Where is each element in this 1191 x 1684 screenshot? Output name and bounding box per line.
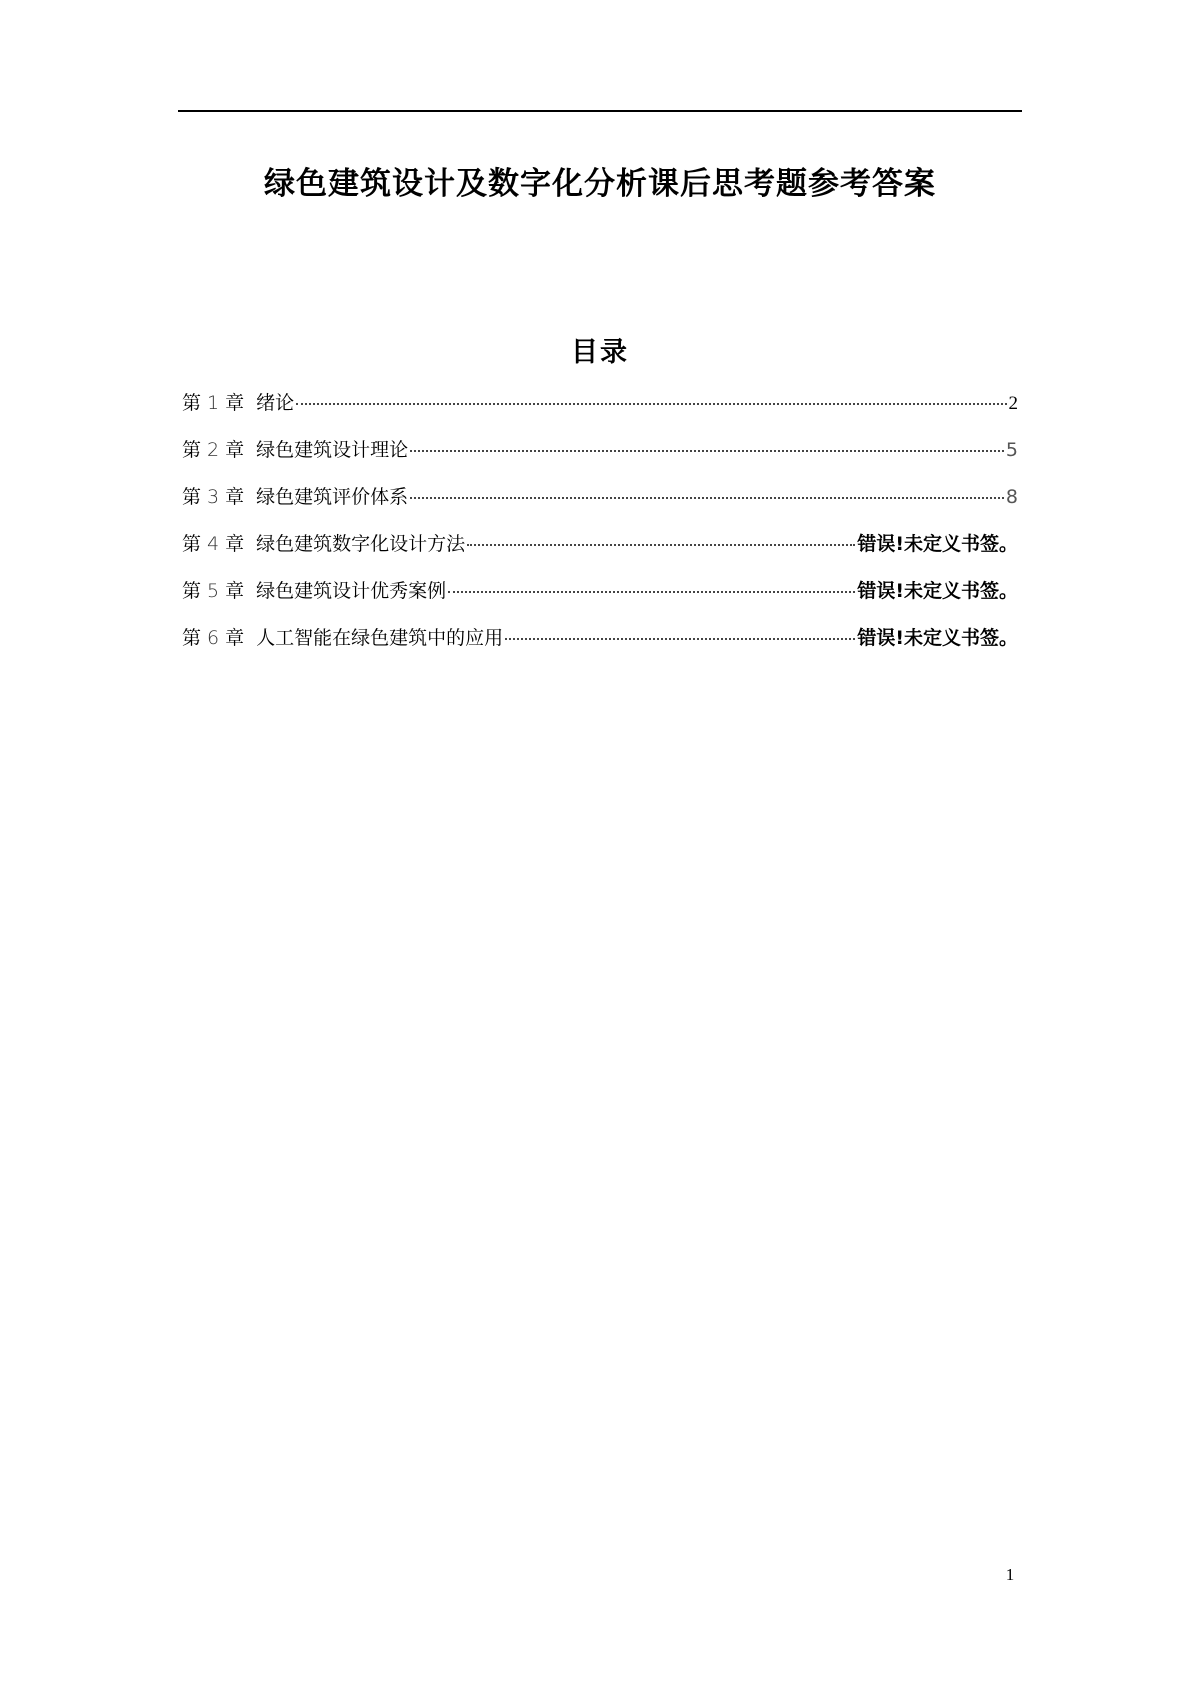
toc-entry-1[interactable] [182, 388, 1018, 435]
toc-entry-label: 第 3 章 绿色建筑评价体系 [182, 486, 409, 508]
toc-dot-leader [448, 591, 855, 593]
toc-dot-leader [467, 544, 855, 546]
document-title: 绿色建筑设计及数字化分析课后思考题参考答案 [264, 166, 936, 202]
toc-entry-title: 绿色建筑数字化设计方法 [256, 533, 466, 555]
toc-entry-title: 绿色建筑评价体系 [256, 486, 409, 508]
toc-dot-leader [296, 403, 1006, 405]
toc-entry-label: 第 1 章 绪论 [182, 392, 295, 414]
toc-entry-page: 8 [1005, 486, 1018, 508]
toc-heading: 目录 [571, 337, 629, 368]
table-of-contents [182, 388, 1018, 670]
header-rule [178, 110, 1022, 112]
toc-entry-6[interactable] [182, 623, 1018, 670]
toc-entry-title: 绿色建筑设计优秀案例 [256, 580, 447, 602]
toc-entry-page-error: 错误!未定义书签。 [857, 627, 1018, 649]
toc-entry-label: 第 4 章 绿色建筑数字化设计方法 [182, 533, 466, 555]
toc-entry-label: 第 2 章 绿色建筑设计理论 [182, 439, 409, 461]
toc-entry-title: 人工智能在绿色建筑中的应用 [256, 627, 504, 649]
toc-entry-page-error: 错误!未定义书签。 [857, 580, 1018, 602]
toc-dot-leader [410, 450, 1004, 452]
toc-entry-label: 第 5 章 绿色建筑设计优秀案例 [182, 580, 447, 602]
toc-entry-title: 绿色建筑设计理论 [256, 439, 409, 461]
toc-entry-2[interactable] [182, 435, 1018, 482]
toc-entry-page: 5 [1005, 439, 1018, 461]
toc-entry-title: 绪论 [256, 392, 295, 414]
toc-entry-3[interactable] [182, 482, 1018, 529]
toc-entry-page: 2 [1008, 393, 1018, 414]
page-number: 1 [1005, 1565, 1015, 1584]
toc-entry-label: 第 6 章 人工智能在绿色建筑中的应用 [182, 627, 504, 649]
toc-entry-4[interactable] [182, 529, 1018, 576]
toc-dot-leader [410, 497, 1004, 499]
toc-entry-5[interactable] [182, 576, 1018, 623]
toc-dot-leader [505, 638, 855, 640]
toc-entry-page-error: 错误!未定义书签。 [857, 533, 1018, 555]
